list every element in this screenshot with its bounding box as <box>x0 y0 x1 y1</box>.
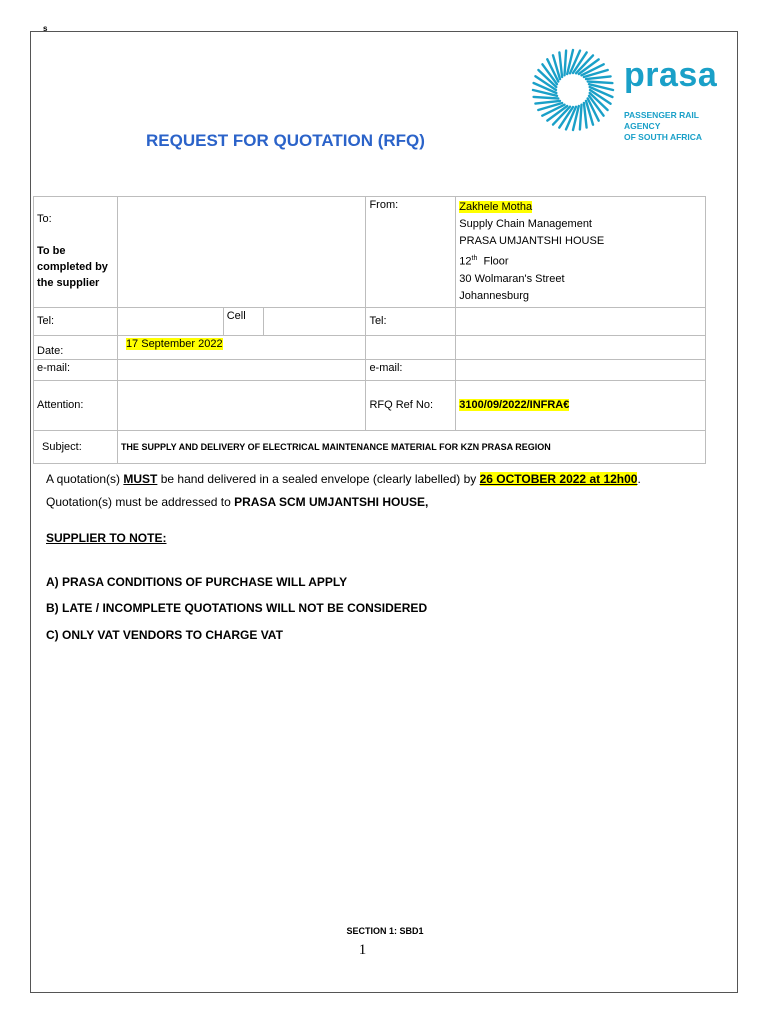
to-value-cell[interactable] <box>117 197 366 308</box>
date-label: Date: <box>34 335 118 359</box>
rfq-ref-label: RFQ Ref No: <box>366 380 456 430</box>
subject-label: Subject: <box>34 430 118 463</box>
logo-subtitle-line-2: OF SOUTH AFRICA <box>624 132 703 142</box>
from-city: Johannesburg <box>459 289 530 302</box>
email-value-2[interactable] <box>456 359 706 380</box>
supplier-note-heading: SUPPLIER TO NOTE: <box>46 531 167 545</box>
tel-label-2: Tel: <box>366 307 456 335</box>
date-spacer <box>366 335 456 359</box>
logo-subtitle-line-1: PASSENGER RAIL AGENCY <box>624 110 699 131</box>
cell-value[interactable] <box>263 307 366 335</box>
attention-label: Attention: <box>34 380 118 430</box>
deadline: 26 OCTOBER 2022 at 12h00 <box>479 472 638 486</box>
floor-word: Floor <box>483 255 509 268</box>
email-label: e-mail: <box>34 359 118 380</box>
tel-label: Tel: <box>34 307 118 335</box>
rfq-ref-value: 3100/09/2022/INFRA€ <box>459 399 570 412</box>
cell-label: Cell <box>223 307 263 335</box>
to-note: To be completed by the supplier <box>37 245 108 289</box>
subject-value: THE SUPPLY AND DELIVERY OF ELECTRICAL MAINTENANCE MATERIAL FOR KZN PRASA REGION <box>120 441 551 452</box>
email-value[interactable] <box>117 359 366 380</box>
from-line-1: Supply Chain Management <box>459 218 592 230</box>
from-line-2: PRASA UMJANTSHI HOUSE <box>459 235 605 247</box>
to-label: To: <box>37 213 52 225</box>
line2-pre: Quotation(s) must be addressed to <box>46 495 235 509</box>
subject-cell <box>117 430 705 463</box>
from-street: 30 Wolmaran's Street <box>459 272 565 285</box>
tel-value[interactable] <box>117 307 223 335</box>
date-value: 17 September 2022 <box>125 337 223 350</box>
line1-must: MUST <box>123 472 158 486</box>
page-frame <box>30 31 738 993</box>
to-label-cell <box>34 197 118 308</box>
line2-address: PRASA SCM UMJANTSHI HOUSE, <box>234 495 429 509</box>
note-a: A) PRASA CONDITIONS OF PURCHASE WILL APPLY <box>46 575 348 589</box>
tel-value-2[interactable] <box>456 307 706 335</box>
note-c: C) ONLY VAT VENDORS TO CHARGE VAT <box>46 628 283 642</box>
line1-end: . <box>637 472 641 486</box>
line1-mid: be hand delivered in a sealed envelope (clearly labelled) by <box>157 472 480 486</box>
date-spacer-2 <box>456 335 706 359</box>
date-value-cell <box>117 335 366 359</box>
logo-wordmark: prasa <box>624 56 718 94</box>
prasa-logo <box>530 38 720 142</box>
prasa-sunburst-icon <box>530 38 616 142</box>
logo-subtitle <box>624 110 720 143</box>
page-title: REQUEST FOR QUOTATION (RFQ) <box>146 131 425 150</box>
instruction-line-2 <box>46 495 428 509</box>
from-label: From: <box>366 197 456 308</box>
rfq-ref-cell <box>456 380 706 430</box>
note-b: B) LATE / INCOMPLETE QUOTATIONS WILL NOT BE CONSIDERED <box>46 601 428 615</box>
from-name: Zakhele Motha <box>459 201 533 213</box>
section-label: SECTION 1: SBD1 <box>346 926 424 936</box>
rfq-details-table <box>33 196 706 464</box>
page-number: 1 <box>358 942 367 958</box>
line1-pre: A quotation(s) <box>46 472 124 486</box>
from-details <box>456 197 706 308</box>
attention-value[interactable] <box>117 380 366 430</box>
email-label-2: e-mail: <box>366 359 456 380</box>
instruction-line-1 <box>46 472 641 486</box>
floor-number: 12 <box>459 255 472 268</box>
floor-suffix: th <box>471 255 478 262</box>
corner-mark: s <box>43 24 48 33</box>
